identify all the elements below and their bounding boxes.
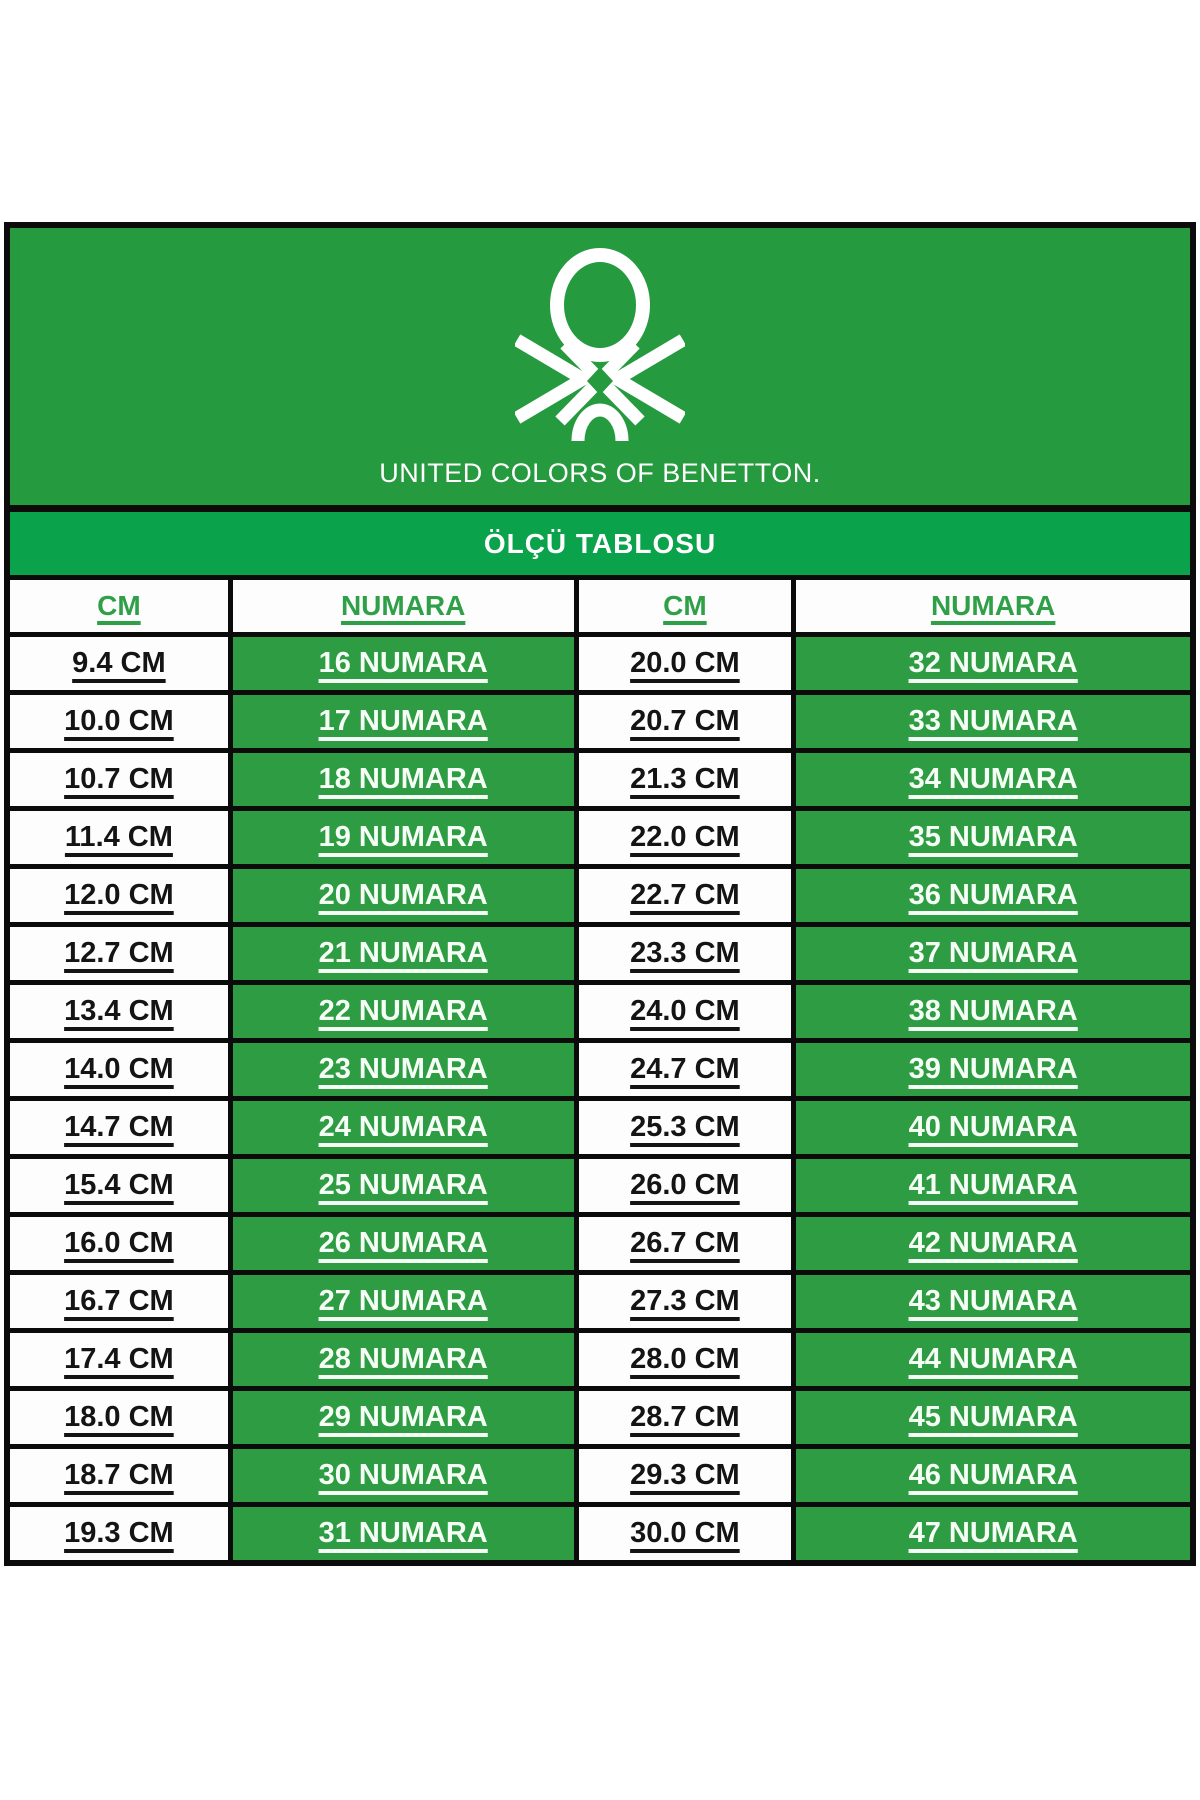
- size-chart-title-band: [10, 505, 1190, 580]
- numara-value-cell: 23 NUMARA: [233, 1043, 574, 1096]
- cm-value-cell: 27.3 CM: [579, 1275, 792, 1328]
- cm-value-cell: 24.0 CM: [579, 985, 792, 1038]
- numara-value-cell: 16 NUMARA: [233, 637, 574, 690]
- cm-value-cell: 18.0 CM: [10, 1391, 228, 1444]
- column-header-numara-left: NUMARA: [233, 580, 574, 632]
- numara-value-cell: 25 NUMARA: [233, 1159, 574, 1212]
- cm-value-cell: 26.0 CM: [579, 1159, 792, 1212]
- cm-value-cell: 14.0 CM: [10, 1043, 228, 1096]
- cm-value-cell: 28.7 CM: [579, 1391, 792, 1444]
- cm-value-cell: 23.3 CM: [579, 927, 792, 980]
- cm-value-cell: 12.0 CM: [10, 869, 228, 922]
- numara-value-cell: 22 NUMARA: [233, 985, 574, 1038]
- numara-value-cell: 40 NUMARA: [796, 1101, 1190, 1154]
- cm-value-cell: 21.3 CM: [579, 753, 792, 806]
- cm-value-cell: 12.7 CM: [10, 927, 228, 980]
- cm-value-cell: 18.7 CM: [10, 1449, 228, 1502]
- cm-value-cell: 22.7 CM: [579, 869, 792, 922]
- numara-value-cell: 34 NUMARA: [796, 753, 1190, 806]
- cm-value-cell: 17.4 CM: [10, 1333, 228, 1386]
- numara-value-cell: 19 NUMARA: [233, 811, 574, 864]
- cm-value-cell: 20.0 CM: [579, 637, 792, 690]
- cm-value-cell: 30.0 CM: [579, 1507, 792, 1560]
- cm-value-cell: 28.0 CM: [579, 1333, 792, 1386]
- brand-name: UNITED COLORS OF BENETTON.: [379, 458, 821, 488]
- cm-value-cell: 14.7 CM: [10, 1101, 228, 1154]
- numara-value-cell: 26 NUMARA: [233, 1217, 574, 1270]
- numara-value-cell: 38 NUMARA: [796, 985, 1190, 1038]
- column-header-cm-right: CM: [579, 580, 792, 632]
- cm-value-cell: 15.4 CM: [10, 1159, 228, 1212]
- cm-value-cell: 16.0 CM: [10, 1217, 228, 1270]
- numara-value-cell: 29 NUMARA: [233, 1391, 574, 1444]
- numara-value-cell: 20 NUMARA: [233, 869, 574, 922]
- numara-value-cell: 46 NUMARA: [796, 1449, 1190, 1502]
- numara-value-cell: 36 NUMARA: [796, 869, 1190, 922]
- cm-value-cell: 10.0 CM: [10, 695, 228, 748]
- size-chart-title: ÖLÇÜ TABLOSU: [483, 527, 717, 559]
- numara-value-cell: 24 NUMARA: [233, 1101, 574, 1154]
- numara-value-cell: 37 NUMARA: [796, 927, 1190, 980]
- size-chart-sheet: [4, 222, 1196, 1566]
- numara-value-cell: 42 NUMARA: [796, 1217, 1190, 1270]
- column-header-cm-left: CM: [10, 580, 228, 632]
- numara-value-cell: 27 NUMARA: [233, 1275, 574, 1328]
- cm-value-cell: 29.3 CM: [579, 1449, 792, 1502]
- numara-value-cell: 43 NUMARA: [796, 1275, 1190, 1328]
- numara-value-cell: 18 NUMARA: [233, 753, 574, 806]
- numara-value-cell: 41 NUMARA: [796, 1159, 1190, 1212]
- numara-value-cell: 45 NUMARA: [796, 1391, 1190, 1444]
- numara-value-cell: 33 NUMARA: [796, 695, 1190, 748]
- benetton-knot-icon: [515, 248, 685, 442]
- cm-value-cell: 22.0 CM: [579, 811, 792, 864]
- numara-value-cell: 47 NUMARA: [796, 1507, 1190, 1560]
- numara-value-cell: 35 NUMARA: [796, 811, 1190, 864]
- numara-value-cell: 39 NUMARA: [796, 1043, 1190, 1096]
- cm-value-cell: 11.4 CM: [10, 811, 228, 864]
- numara-value-cell: 21 NUMARA: [233, 927, 574, 980]
- cm-value-cell: 24.7 CM: [579, 1043, 792, 1096]
- numara-value-cell: 17 NUMARA: [233, 695, 574, 748]
- cm-value-cell: 19.3 CM: [10, 1507, 228, 1560]
- cm-value-cell: 9.4 CM: [10, 637, 228, 690]
- numara-value-cell: 30 NUMARA: [233, 1449, 574, 1502]
- cm-value-cell: 10.7 CM: [10, 753, 228, 806]
- numara-value-cell: 44 NUMARA: [796, 1333, 1190, 1386]
- size-table: [10, 580, 1190, 1560]
- cm-value-cell: 20.7 CM: [579, 695, 792, 748]
- brand-banner: [10, 228, 1190, 505]
- numara-value-cell: 28 NUMARA: [233, 1333, 574, 1386]
- cm-value-cell: 25.3 CM: [579, 1101, 792, 1154]
- cm-value-cell: 16.7 CM: [10, 1275, 228, 1328]
- column-header-numara-right: NUMARA: [796, 580, 1190, 632]
- numara-value-cell: 32 NUMARA: [796, 637, 1190, 690]
- cm-value-cell: 26.7 CM: [579, 1217, 792, 1270]
- numara-value-cell: 31 NUMARA: [233, 1507, 574, 1560]
- cm-value-cell: 13.4 CM: [10, 985, 228, 1038]
